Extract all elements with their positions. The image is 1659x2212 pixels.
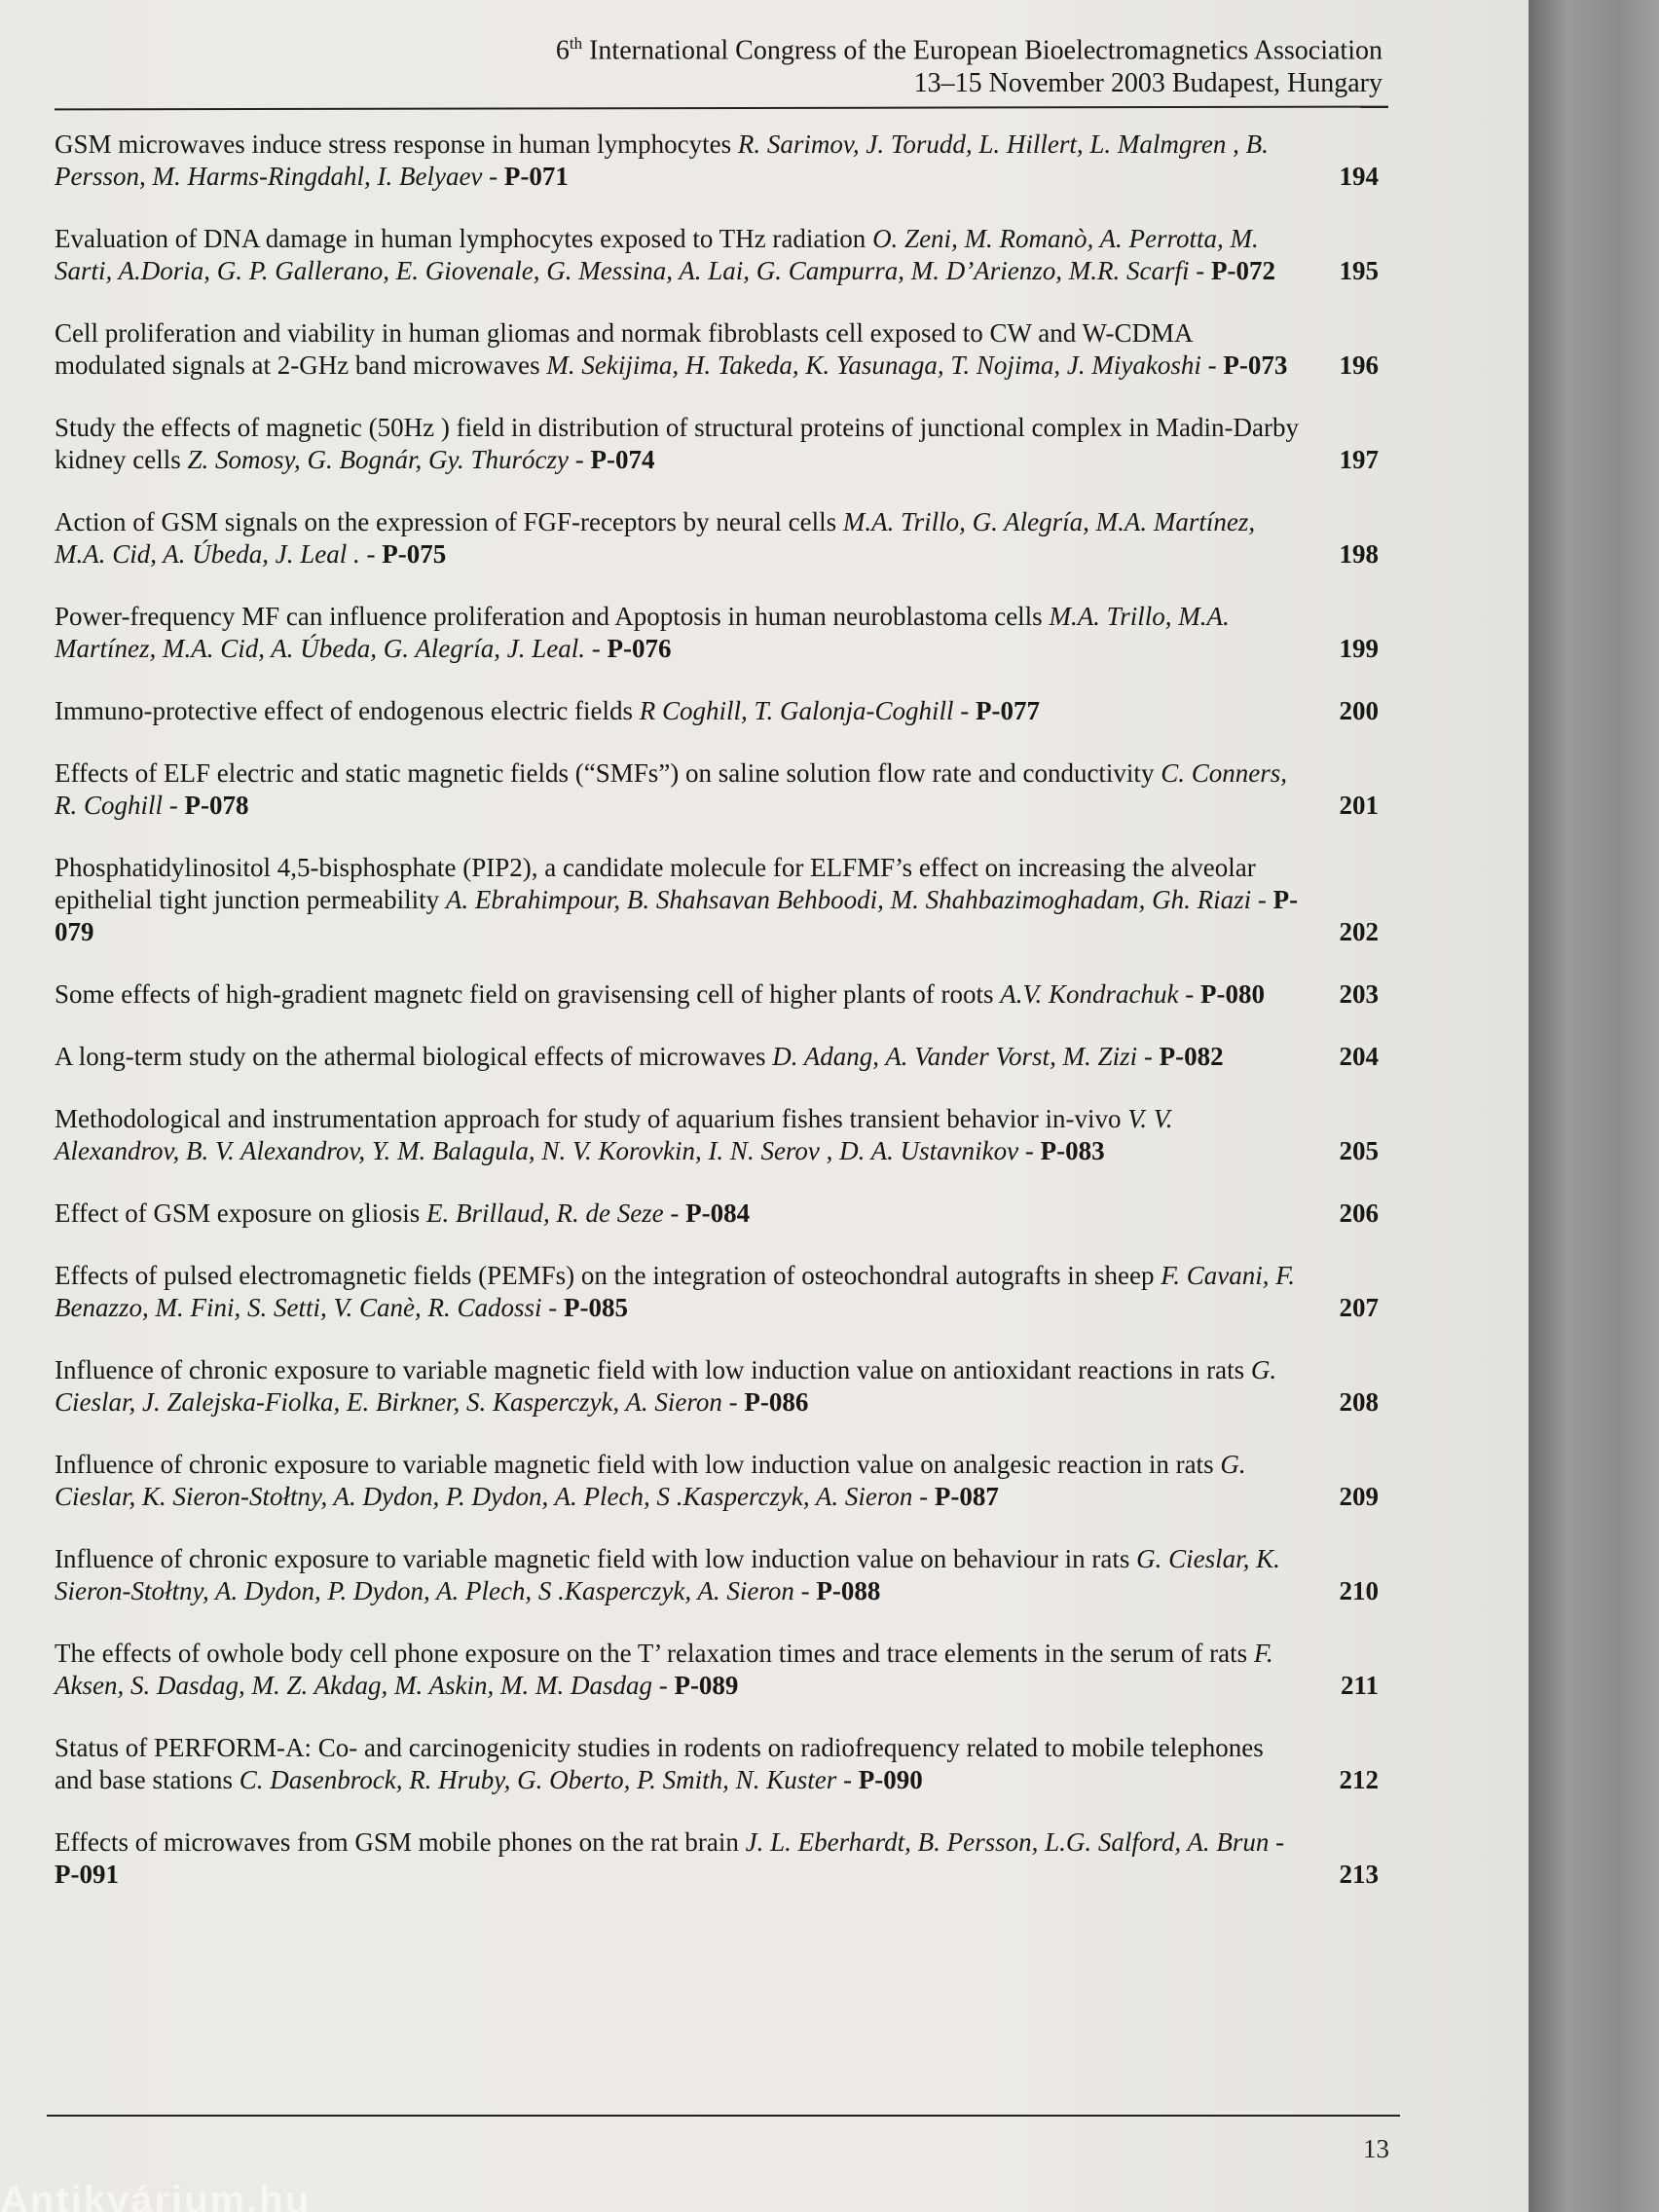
entry-page-number: 208 (1339, 1387, 1379, 1417)
entry-authors: G. Cieslar, K. Sieron-Stołtny, A. Dydon, P. Dydon, A. Plech, S .Kasperczyk, A. Sieron (55, 1450, 1246, 1511)
contents-entry (55, 1103, 1379, 1167)
congress-header (556, 27, 1382, 100)
entry-poster-code: P-084 (685, 1198, 751, 1228)
entry-page-number: 195 (1339, 256, 1379, 285)
contents-entry (55, 1638, 1379, 1702)
entry-poster-code: P-076 (607, 634, 672, 663)
entry-separator: - (721, 1387, 745, 1417)
entry-poster-code: P-082 (1159, 1042, 1224, 1071)
entry-poster-code: P-088 (816, 1576, 881, 1605)
entry-page-number: 205 (1339, 1136, 1379, 1165)
contents-entry (55, 978, 1379, 1011)
entry-poster-code: P-074 (590, 445, 655, 474)
entry-separator: - (584, 634, 608, 663)
entry-page-number: 206 (1339, 1198, 1379, 1228)
entry-title: Status of PERFORM-A: Co- and carcinogenicity studies in rodents on radiofrequency related to mobile telephones and base stations (55, 1733, 1264, 1794)
entry-authors: M. Sekijima, H. Takeda, K. Yasunaga, T. Nojima, J. Miyakoshi (546, 350, 1201, 380)
entry-separator: - (836, 1765, 859, 1794)
contents-entry (55, 317, 1379, 382)
entry-authors: R. Sarimov, J. Torudd, L. Hillert, L. Malmgren , B. Persson, M. Harms-Ringdahl, I. Belyaev (55, 129, 1269, 191)
entry-title: Effects of microwaves from GSM mobile phones on the rat brain (55, 1827, 739, 1857)
entry-separator: - (1251, 885, 1273, 914)
entry-separator: - (1178, 979, 1200, 1009)
entry-authors: C. Dasenbrock, R. Hruby, G. Oberto, P. Smith, N. Kuster (239, 1765, 837, 1794)
entry-poster-code: P-089 (674, 1671, 739, 1700)
contents-entry (55, 1198, 1379, 1230)
entry-separator: - (953, 696, 977, 725)
contents-list (55, 129, 1379, 1921)
entry-title: Some effects of high-gradient magnetc field on gravisensing cell of higher plants of roots (55, 979, 994, 1009)
contents-entry (55, 695, 1379, 727)
entry-authors: O. Zeni, M. Romanò, A. Perrotta, M. Sarti, A.Doria, G. P. Gallerano, E. Giovenale, G. Messina, A. Lai, G. Campurra, M. D’Arienzo, M.R. Scarfi (55, 224, 1259, 285)
header-rule (55, 106, 1388, 111)
entry-poster-code: P-071 (503, 162, 569, 191)
entry-title: Effects of ELF electric and static magnetic fields (“SMFs”) on saline solution flow rate and conductivity (55, 758, 1155, 788)
header-congress-name: International Congress of the European Bioelectromagnetics Association (589, 35, 1382, 66)
entry-title: Influence of chronic exposure to variable magnetic field with low induction value on behaviour in rats (55, 1544, 1130, 1573)
contents-entry (55, 129, 1379, 193)
contents-entry (55, 223, 1379, 287)
contents-entry (55, 1732, 1379, 1796)
entry-page-number: 210 (1339, 1576, 1379, 1605)
entry-title: Influence of chronic exposure to variable magnetic field with low induction value on antioxidant reactions in rats (55, 1355, 1245, 1384)
entry-page-number: 196 (1339, 350, 1379, 380)
entry-authors: A.V. Kondrachuk (1000, 979, 1179, 1009)
entry-page-number: 201 (1339, 791, 1379, 820)
entry-separator: - (1137, 1042, 1160, 1071)
entry-title: Action of GSM signals on the expression of FGF-receptors by neural cells (55, 507, 837, 536)
entry-separator: - (793, 1576, 817, 1605)
entry-poster-code: P-083 (1040, 1136, 1105, 1165)
entry-page-number: 213 (1339, 1860, 1379, 1889)
entry-title: Cell proliferation and viability in human gliomas and normak fibroblasts cell exposed to CW and W-CDMA modulated signals at 2-GHz band microwaves (55, 318, 1193, 380)
entry-authors: R Coghill, T. Galonja-Coghill (639, 696, 954, 725)
entry-title: Methodological and instrumentation approach for study of aquarium fishes transient behavior in-vivo (55, 1104, 1122, 1133)
header-line-1 (556, 27, 1382, 67)
entry-page-number: 203 (1339, 979, 1379, 1009)
entry-page-number: 194 (1339, 162, 1379, 191)
contents-entry (55, 757, 1379, 822)
entry-authors: M.A. Trillo, G. Alegría, M.A. Martínez, M.A. Cid, A. Úbeda, J. Leal . (55, 507, 1256, 569)
entry-poster-code: P-075 (382, 539, 447, 569)
entry-authors: C. Conners, R. Coghill (55, 758, 1287, 820)
entry-separator: - (1189, 256, 1211, 285)
entry-authors: A. Ebrahimpour, B. Shahsavan Behboodi, M. Shahbazimoghadam, Gh. Riazi (445, 885, 1252, 914)
entry-title: The effects of owhole body cell phone exposure on the T’ relaxation times and trace elements in the serum of rats (55, 1639, 1248, 1668)
contents-entry (55, 852, 1379, 948)
entry-authors: F. Cavani, F. Benazzo, M. Fini, S. Setti, V. Canè, R. Cadossi (55, 1261, 1295, 1322)
entry-page-number: 207 (1339, 1293, 1379, 1322)
entry-authors: M.A. Trillo, M.A. Martínez, M.A. Cid, A. Úbeda, G. Alegría, J. Leal. (55, 602, 1230, 663)
entry-poster-code: P-087 (934, 1482, 999, 1511)
entry-authors: E. Brillaud, R. de Seze (425, 1198, 664, 1228)
entry-poster-code: P-090 (858, 1765, 923, 1794)
header-ordinal-suffix: th (569, 34, 583, 53)
entry-page-number: 200 (1339, 696, 1379, 725)
entry-poster-code: P-080 (1200, 979, 1265, 1009)
page-edge-shadow (1529, 0, 1659, 2212)
entry-poster-code: P-077 (976, 696, 1041, 725)
entry-title: Phosphatidylinositol 4,5-bisphosphate (PIP2), a candidate molecule for ELFMF’s effect on increasing the alveolar epithelial tight junction permeability (55, 853, 1256, 914)
entry-authors: V. V. Alexandrov, B. V. Alexandrov, Y. M. Balagula, N. V. Korovkin, I. N. Serov , D. A. Ustavnikov (55, 1104, 1173, 1165)
contents-entry (55, 412, 1379, 476)
contents-entry (55, 1543, 1379, 1607)
entry-title: Effect of GSM exposure on gliosis (55, 1198, 421, 1228)
contents-entry (55, 1041, 1379, 1073)
contents-entry (55, 506, 1379, 571)
entry-authors: G. Cieslar, K. Sieron-Stołtny, A. Dydon, P. Dydon, A. Plech, S .Kasperczyk, A. Sieron (55, 1544, 1280, 1605)
entry-page-number: 204 (1339, 1042, 1379, 1071)
entry-title: Influence of chronic exposure to variable magnetic field with low induction value on analgesic reaction in rats (55, 1450, 1214, 1479)
entry-page-number: 199 (1339, 634, 1379, 663)
entry-poster-code: P-085 (564, 1293, 628, 1322)
entry-poster-code: P-086 (744, 1387, 809, 1417)
entry-separator: - (568, 445, 591, 474)
entry-title: Study the effects of magnetic (50Hz ) field in distribution of structural proteins of junctional complex in Madin-Darby kidney cells (55, 413, 1299, 474)
contents-entry (55, 1260, 1379, 1324)
entry-poster-code: P-079 (55, 885, 1299, 946)
entry-page-number: 197 (1339, 445, 1379, 474)
entry-authors: J. L. Eberhardt, B. Persson, L.G. Salford, A. Brun (745, 1827, 1270, 1857)
entry-authors: Z. Somosy, G. Bognár, Gy. Thuróczy (187, 445, 569, 474)
entry-authors: F. Aksen, S. Dasdag, M. Z. Akdag, M. Askin, M. M. Dasdag (55, 1639, 1273, 1700)
entry-page-number: 211 (1340, 1671, 1379, 1700)
entry-separator: - (1018, 1136, 1041, 1165)
entry-page-number: 212 (1339, 1765, 1379, 1794)
entry-separator: - (541, 1293, 564, 1322)
header-line-2: 13–15 November 2003 Budapest, Hungary (913, 68, 1382, 99)
entry-separator: - (482, 162, 504, 191)
entry-poster-code: P-072 (1210, 256, 1275, 285)
entry-page-number: 198 (1339, 539, 1379, 569)
entry-separator: - (912, 1482, 935, 1511)
entry-authors: G. Cieslar, J. Zalejska-Fiolka, E. Birkner, S. Kasperczyk, A. Sieron (55, 1355, 1277, 1417)
watermark: Antikvárium.hu (0, 2179, 312, 2212)
entry-separator: - (163, 791, 185, 820)
entry-title: Immuno-protective effect of endogenous electric fields (55, 696, 634, 725)
entry-title: Effects of pulsed electromagnetic fields (PEMFs) on the integration of osteochondral autografts in sheep (55, 1261, 1155, 1290)
entry-authors: D. Adang, A. Vander Vorst, M. Zizi (772, 1042, 1138, 1071)
entry-separator: - (359, 539, 383, 569)
entry-separator: - (663, 1198, 686, 1228)
contents-entry (55, 1354, 1379, 1419)
entry-title: Evaluation of DNA damage in human lymphocytes exposed to THz radiation (55, 224, 866, 253)
entry-title: Power-frequency MF can influence proliferation and Apoptosis in human neuroblastoma cells (55, 602, 1043, 631)
header-ordinal: 6 (555, 35, 570, 66)
page-number: 13 (1363, 2134, 1389, 2163)
entry-separator: - (651, 1671, 675, 1700)
entry-title: A long-term study on the athermal biological effects of microwaves (55, 1042, 766, 1071)
footer-rule (47, 2115, 1400, 2117)
entry-poster-code: P-073 (1223, 350, 1288, 380)
entry-page-number: 202 (1339, 917, 1379, 946)
contents-entry (55, 1826, 1379, 1891)
entry-poster-code: P-078 (184, 791, 249, 820)
contents-entry (55, 601, 1379, 665)
entry-title: GSM microwaves induce stress response in human lymphocytes (55, 129, 732, 159)
contents-entry (55, 1449, 1379, 1513)
entry-poster-code: P-091 (55, 1860, 119, 1889)
entry-separator: - (1269, 1827, 1285, 1857)
entry-separator: - (1200, 350, 1224, 380)
entry-page-number: 209 (1339, 1482, 1379, 1511)
